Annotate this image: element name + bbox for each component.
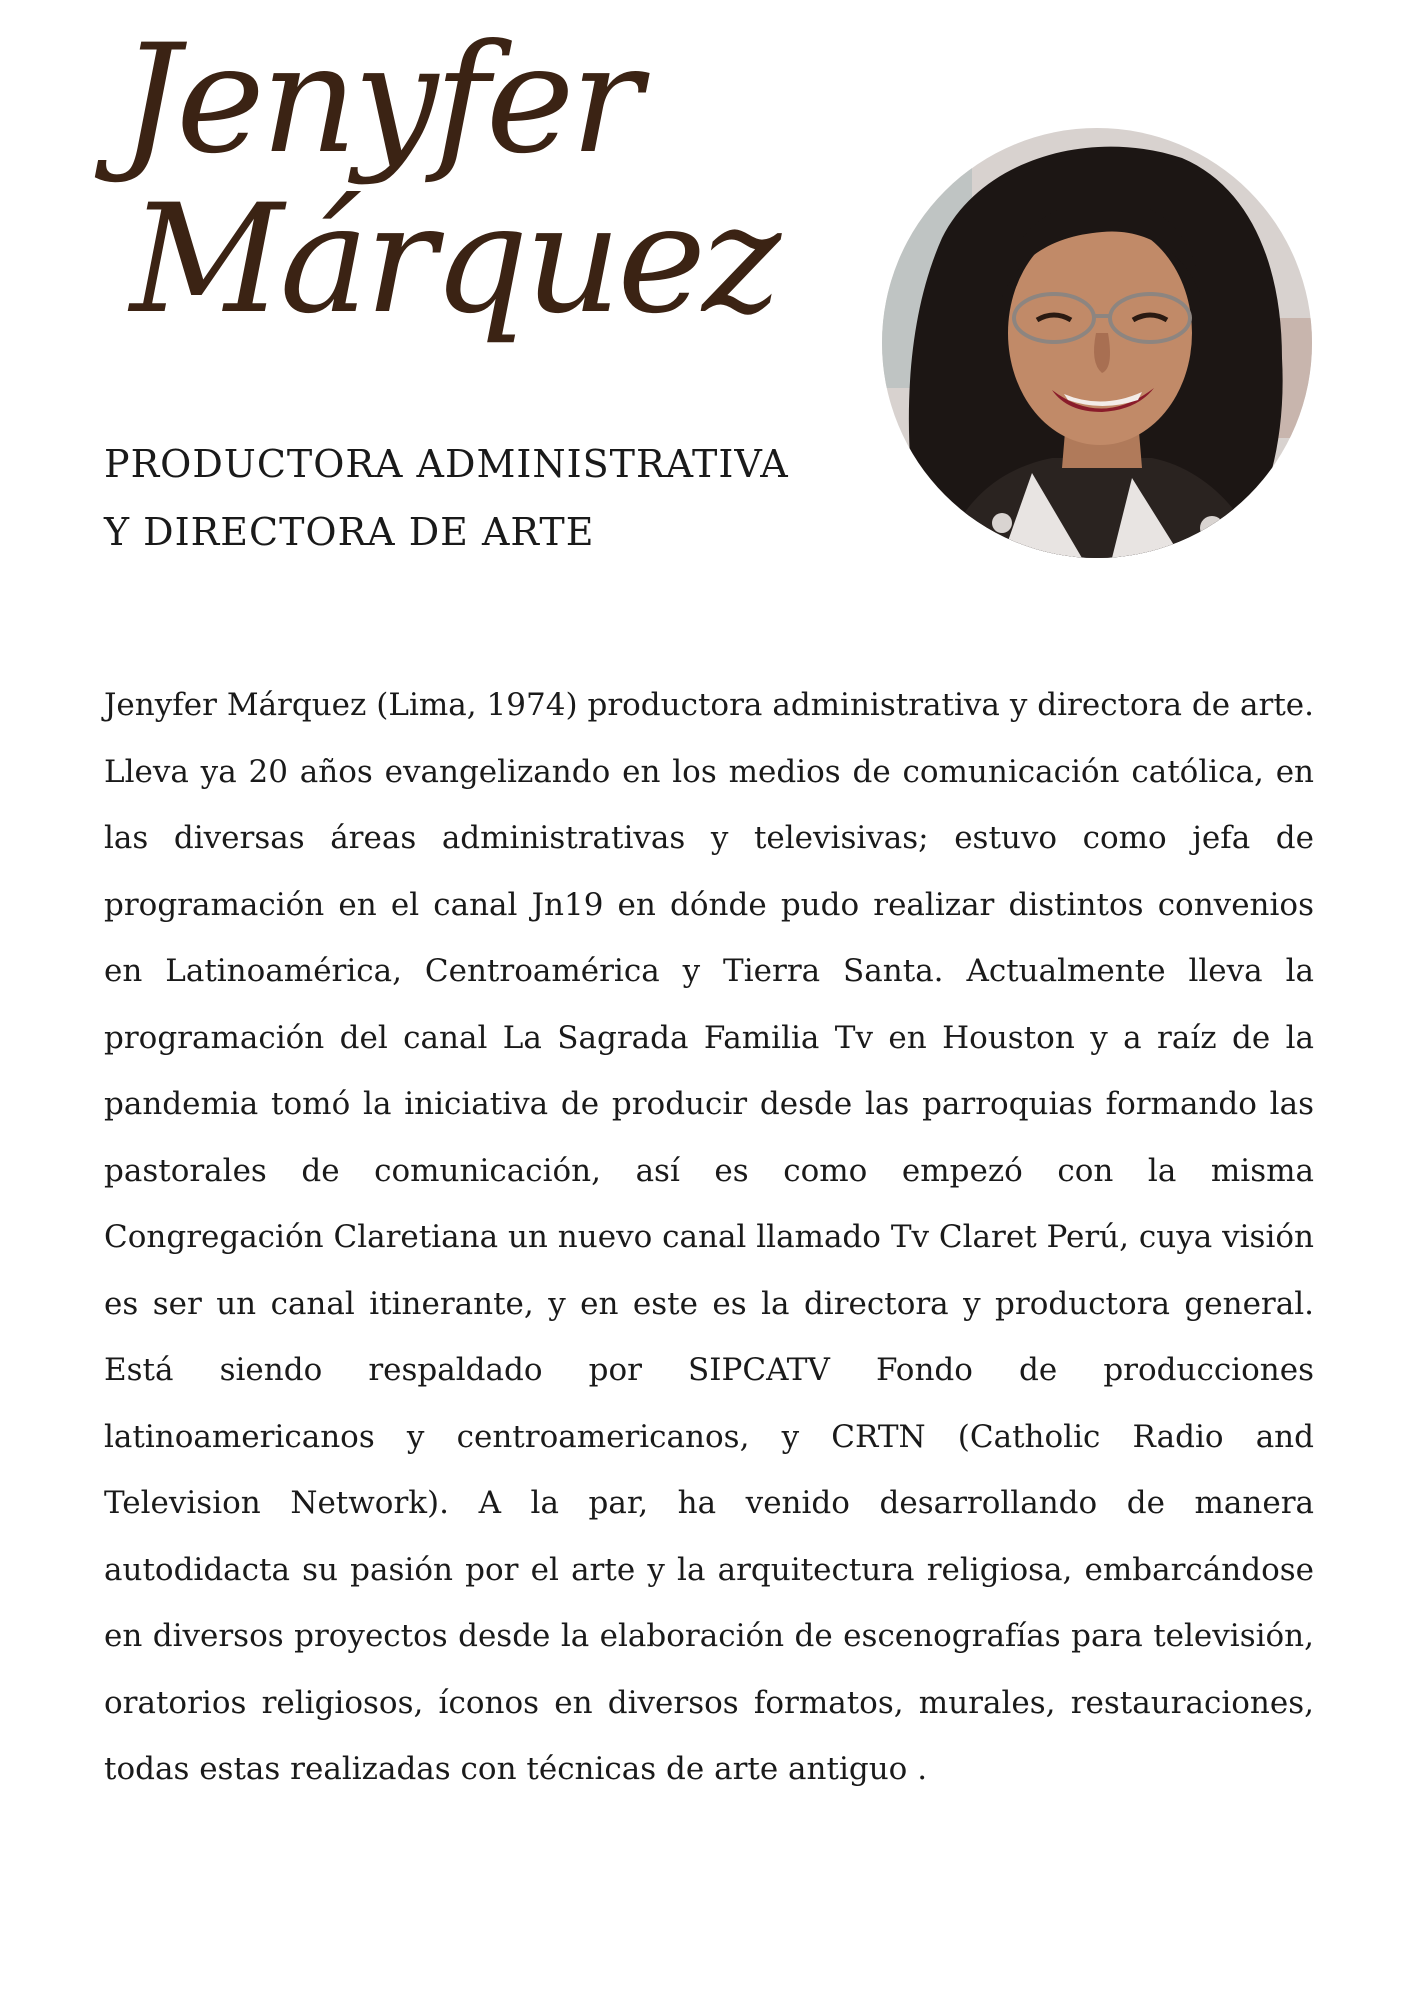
page-title (120, 13, 778, 347)
role-subtitle (104, 430, 864, 566)
last-name: Márquez (130, 173, 778, 347)
portrait-illustration (882, 128, 1312, 558)
first-name: Jenyfer (120, 13, 639, 187)
role-line-1: PRODUCTORA ADMINISTRATIVA (104, 442, 789, 486)
role-line-2: Y DIRECTORA DE ARTE (104, 510, 595, 554)
bio-paragraph: Jenyfer Márquez (Lima, 1974) productora administrativa y directora de arte. Lleva ya 20 años evangelizando en los medios de comunicación católica, en las diversas áreas administrativas y televisivas; estuvo como jefa de programación en el canal Jn19 en dónde pudo realizar distintos convenios en Latinoamérica, Centroamérica y Tierra Santa. Actualmente lleva la programación del canal La Sagrada Familia Tv en Houston y a raíz de la pandemia tomó la iniciativa de producir desde las parroquias formando las pastorales de comunicación, así es como empezó con la misma Congregación Claretiana un nuevo canal llamado Tv Claret Perú, cuya visión es ser un canal itinerante, y en este es la directora y productora general. Está siendo respaldado por SIPCATV Fondo de producciones latinoamericanos y centroamericanos, y CRTN (Catholic Radio and Television Network). A la par, ha venido desarrollando de manera autodidacta su pasión por el arte y la arquitectura religiosa, embarcándose en diversos proyectos desde la elaboración de escenografías para televisión, oratorios religiosos, íconos en diversos formatos, murales, restauraciones, todas estas realizadas con técnicas de arte antiguo . (104, 687, 1314, 1787)
portrait-photo (882, 128, 1312, 558)
